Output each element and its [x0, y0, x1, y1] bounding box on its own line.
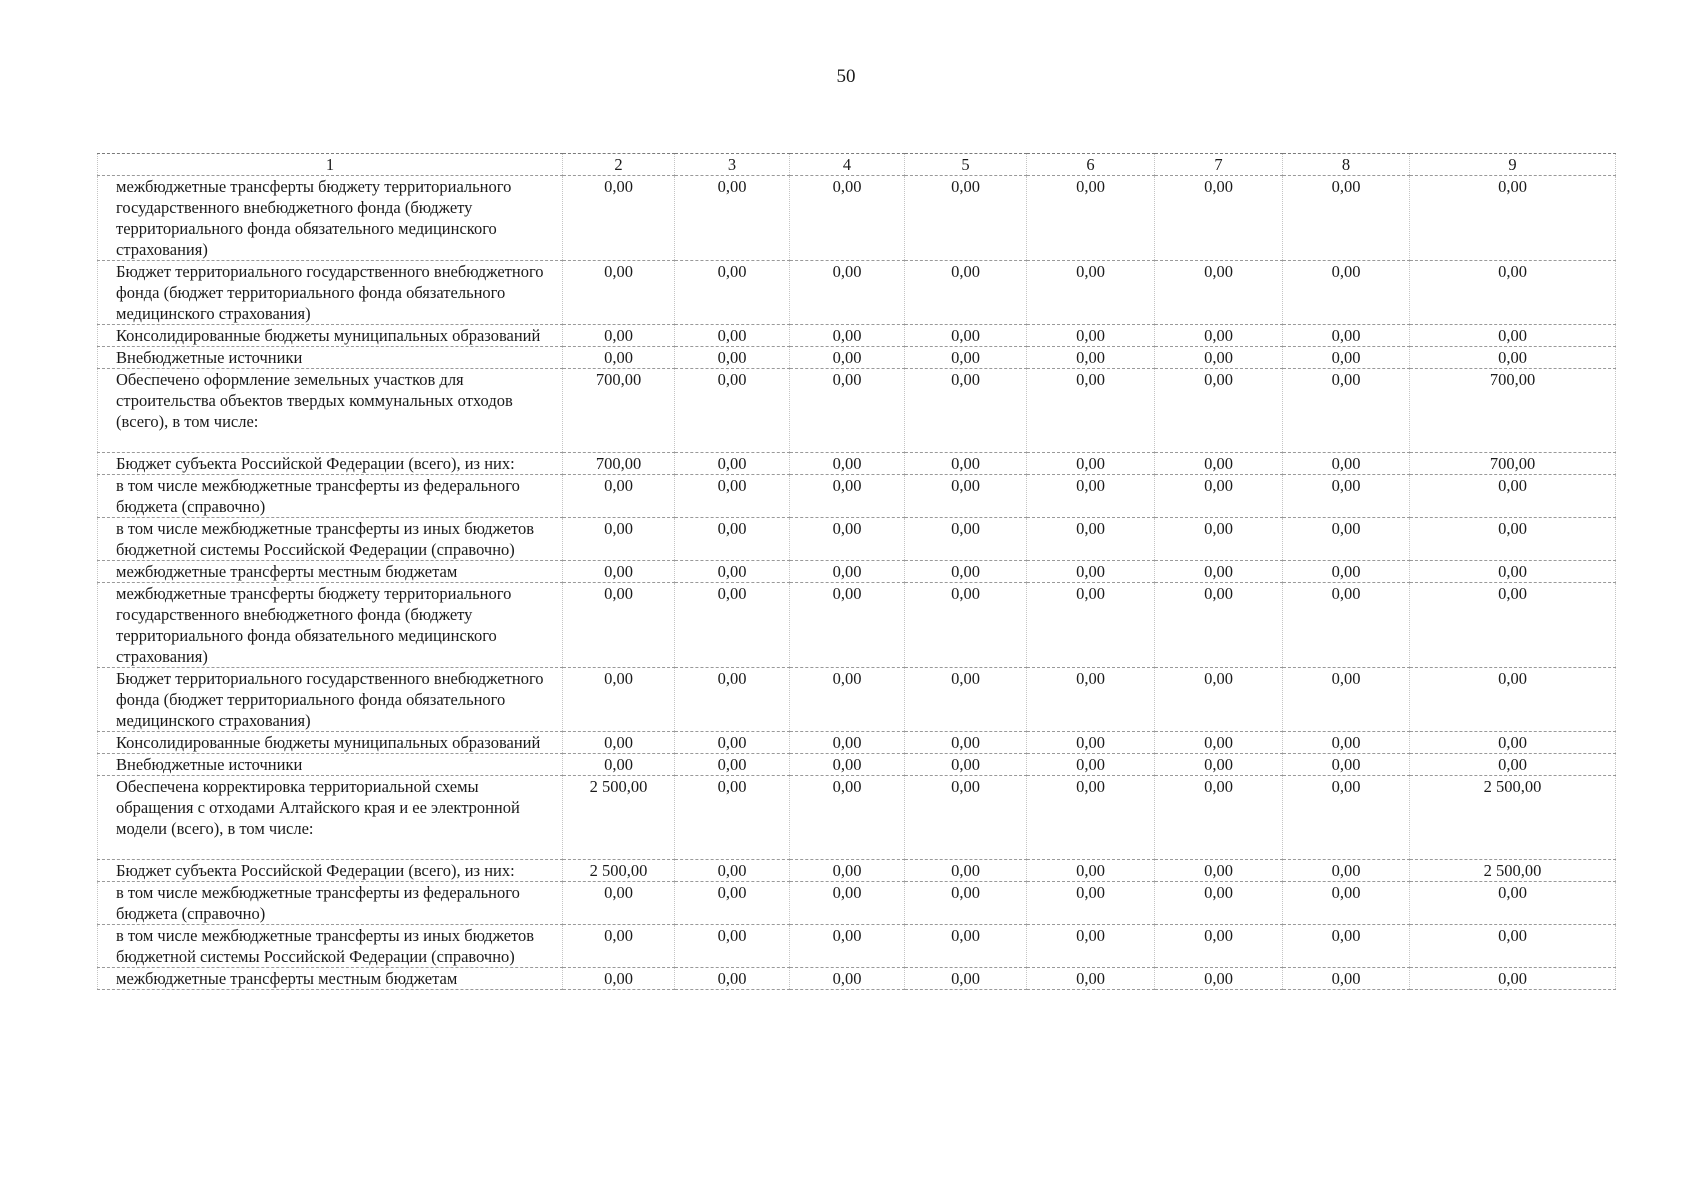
- header-row: [98, 154, 1616, 176]
- row-value-col-9: 0,00: [1410, 347, 1616, 369]
- row-value-col-7: 0,00: [1155, 732, 1283, 754]
- row-value-col-4: 0,00: [790, 925, 905, 968]
- row-value-col-5: 0,00: [905, 561, 1027, 583]
- row-value-col-4: 0,00: [790, 583, 905, 668]
- row-value-col-8: 0,00: [1283, 882, 1410, 925]
- row-value-col-9: 0,00: [1410, 583, 1616, 668]
- row-value-col-2: 0,00: [563, 668, 675, 732]
- row-value-col-6: 0,00: [1027, 668, 1155, 732]
- row-value-col-3: 0,00: [675, 561, 790, 583]
- row-value-col-8: 0,00: [1283, 347, 1410, 369]
- row-value-col-2: 0,00: [563, 882, 675, 925]
- row-value-col-3: 0,00: [675, 754, 790, 776]
- row-value-col-8: 0,00: [1283, 583, 1410, 668]
- row-value-col-3: 0,00: [675, 475, 790, 518]
- row-label: межбюджетные трансферты бюджету территориального государственного внебюджетного фонда (бюджету территориального фонда обязательного медицинского страхования): [98, 583, 563, 668]
- row-label: в том числе межбюджетные трансферты из иных бюджетов бюджетной системы Российской Федерации (справочно): [98, 925, 563, 968]
- row-value-col-4: 0,00: [790, 369, 905, 453]
- row-value-col-2: 0,00: [563, 325, 675, 347]
- row-value-col-4: 0,00: [790, 754, 905, 776]
- row-label: Внебюджетные источники: [98, 347, 563, 369]
- table-row: [98, 583, 1616, 668]
- table-row: [98, 325, 1616, 347]
- row-value-col-7: 0,00: [1155, 261, 1283, 325]
- row-value-col-7: 0,00: [1155, 882, 1283, 925]
- row-value-col-4: 0,00: [790, 860, 905, 882]
- row-value-col-7: 0,00: [1155, 176, 1283, 261]
- row-value-col-9: 0,00: [1410, 732, 1616, 754]
- row-value-col-5: 0,00: [905, 583, 1027, 668]
- row-value-col-8: 0,00: [1283, 176, 1410, 261]
- row-label: Обеспечена корректировка территориальной схемы обращения с отходами Алтайского края и ее электронной модели (всего), в том числе:: [98, 776, 563, 860]
- table-row: [98, 776, 1616, 860]
- row-value-col-6: 0,00: [1027, 882, 1155, 925]
- row-value-col-2: 700,00: [563, 453, 675, 475]
- row-value-col-8: 0,00: [1283, 325, 1410, 347]
- row-value-col-4: 0,00: [790, 968, 905, 990]
- row-value-col-2: 700,00: [563, 369, 675, 453]
- row-value-col-8: 0,00: [1283, 776, 1410, 860]
- row-value-col-2: 0,00: [563, 561, 675, 583]
- row-value-col-9: 0,00: [1410, 968, 1616, 990]
- row-value-col-7: 0,00: [1155, 518, 1283, 561]
- row-label: межбюджетные трансферты бюджету территориального государственного внебюджетного фонда (бюджету территориального фонда обязательного медицинского страхования): [98, 176, 563, 261]
- row-value-col-6: 0,00: [1027, 369, 1155, 453]
- row-value-col-5: 0,00: [905, 347, 1027, 369]
- column-header: 6: [1027, 154, 1155, 176]
- row-value-col-9: 0,00: [1410, 561, 1616, 583]
- row-value-col-9: 2 500,00: [1410, 860, 1616, 882]
- row-value-col-2: 0,00: [563, 475, 675, 518]
- row-value-col-5: 0,00: [905, 732, 1027, 754]
- row-value-col-4: 0,00: [790, 668, 905, 732]
- row-value-col-2: 2 500,00: [563, 860, 675, 882]
- row-value-col-4: 0,00: [790, 882, 905, 925]
- row-value-col-5: 0,00: [905, 968, 1027, 990]
- column-header: 1: [98, 154, 563, 176]
- row-value-col-6: 0,00: [1027, 475, 1155, 518]
- row-value-col-9: 0,00: [1410, 518, 1616, 561]
- row-value-col-4: 0,00: [790, 475, 905, 518]
- row-value-col-6: 0,00: [1027, 325, 1155, 347]
- column-header: 8: [1283, 154, 1410, 176]
- row-value-col-3: 0,00: [675, 732, 790, 754]
- row-label: Бюджет территориального государственного внебюджетного фонда (бюджет территориального фонда обязательного медицинского страхования): [98, 668, 563, 732]
- column-header: 2: [563, 154, 675, 176]
- row-label: Обеспечено оформление земельных участков для строительства объектов твердых коммунальных отходов (всего), в том числе:: [98, 369, 563, 453]
- row-value-col-8: 0,00: [1283, 732, 1410, 754]
- row-label: Бюджет субъекта Российской Федерации (всего), из них:: [98, 860, 563, 882]
- row-value-col-3: 0,00: [675, 925, 790, 968]
- column-header: 7: [1155, 154, 1283, 176]
- row-value-col-3: 0,00: [675, 776, 790, 860]
- row-label: межбюджетные трансферты местным бюджетам: [98, 561, 563, 583]
- row-value-col-6: 0,00: [1027, 176, 1155, 261]
- row-value-col-5: 0,00: [905, 475, 1027, 518]
- row-value-col-7: 0,00: [1155, 583, 1283, 668]
- row-value-col-8: 0,00: [1283, 261, 1410, 325]
- row-value-col-6: 0,00: [1027, 583, 1155, 668]
- page-number: 50: [836, 66, 856, 87]
- row-value-col-2: 0,00: [563, 583, 675, 668]
- row-value-col-8: 0,00: [1283, 453, 1410, 475]
- table-row: [98, 518, 1616, 561]
- table-body: [98, 176, 1616, 990]
- row-value-col-6: 0,00: [1027, 453, 1155, 475]
- row-value-col-6: 0,00: [1027, 732, 1155, 754]
- table-row: [98, 860, 1616, 882]
- row-value-col-4: 0,00: [790, 561, 905, 583]
- column-header: 3: [675, 154, 790, 176]
- row-value-col-7: 0,00: [1155, 453, 1283, 475]
- row-value-col-7: 0,00: [1155, 776, 1283, 860]
- column-header: 5: [905, 154, 1027, 176]
- row-value-col-4: 0,00: [790, 347, 905, 369]
- row-value-col-7: 0,00: [1155, 475, 1283, 518]
- table-row: [98, 668, 1616, 732]
- row-value-col-7: 0,00: [1155, 925, 1283, 968]
- row-value-col-6: 0,00: [1027, 968, 1155, 990]
- row-value-col-6: 0,00: [1027, 561, 1155, 583]
- row-value-col-8: 0,00: [1283, 925, 1410, 968]
- row-value-col-9: 0,00: [1410, 261, 1616, 325]
- row-value-col-2: 2 500,00: [563, 776, 675, 860]
- row-value-col-6: 0,00: [1027, 754, 1155, 776]
- row-value-col-4: 0,00: [790, 261, 905, 325]
- row-value-col-2: 0,00: [563, 925, 675, 968]
- row-value-col-8: 0,00: [1283, 475, 1410, 518]
- row-value-col-5: 0,00: [905, 369, 1027, 453]
- table-row: [98, 347, 1616, 369]
- row-value-col-3: 0,00: [675, 968, 790, 990]
- row-value-col-3: 0,00: [675, 882, 790, 925]
- row-value-col-7: 0,00: [1155, 968, 1283, 990]
- row-value-col-4: 0,00: [790, 732, 905, 754]
- table-row: [98, 882, 1616, 925]
- row-label: в том числе межбюджетные трансферты из иных бюджетов бюджетной системы Российской Федерации (справочно): [98, 518, 563, 561]
- column-header: 4: [790, 154, 905, 176]
- row-value-col-5: 0,00: [905, 925, 1027, 968]
- row-value-col-4: 0,00: [790, 325, 905, 347]
- row-value-col-6: 0,00: [1027, 518, 1155, 561]
- row-value-col-5: 0,00: [905, 754, 1027, 776]
- row-value-col-5: 0,00: [905, 776, 1027, 860]
- row-value-col-5: 0,00: [905, 261, 1027, 325]
- row-value-col-8: 0,00: [1283, 968, 1410, 990]
- row-value-col-7: 0,00: [1155, 754, 1283, 776]
- row-value-col-8: 0,00: [1283, 668, 1410, 732]
- table-row: [98, 475, 1616, 518]
- row-value-col-9: 700,00: [1410, 453, 1616, 475]
- table-row: [98, 754, 1616, 776]
- row-value-col-2: 0,00: [563, 518, 675, 561]
- row-value-col-5: 0,00: [905, 176, 1027, 261]
- budget-table: [97, 153, 1616, 990]
- row-value-col-4: 0,00: [790, 776, 905, 860]
- row-value-col-3: 0,00: [675, 369, 790, 453]
- row-value-col-3: 0,00: [675, 347, 790, 369]
- row-value-col-3: 0,00: [675, 518, 790, 561]
- row-value-col-6: 0,00: [1027, 776, 1155, 860]
- row-value-col-7: 0,00: [1155, 860, 1283, 882]
- row-value-col-5: 0,00: [905, 882, 1027, 925]
- table-row: [98, 176, 1616, 261]
- row-value-col-6: 0,00: [1027, 860, 1155, 882]
- row-value-col-5: 0,00: [905, 325, 1027, 347]
- row-value-col-7: 0,00: [1155, 325, 1283, 347]
- row-value-col-4: 0,00: [790, 453, 905, 475]
- table-row: [98, 732, 1616, 754]
- row-value-col-8: 0,00: [1283, 369, 1410, 453]
- row-label: межбюджетные трансферты местным бюджетам: [98, 968, 563, 990]
- row-value-col-5: 0,00: [905, 860, 1027, 882]
- row-label: в том числе межбюджетные трансферты из федерального бюджета (справочно): [98, 475, 563, 518]
- row-value-col-5: 0,00: [905, 453, 1027, 475]
- row-value-col-9: 2 500,00: [1410, 776, 1616, 860]
- row-value-col-3: 0,00: [675, 176, 790, 261]
- row-label: Внебюджетные источники: [98, 754, 563, 776]
- row-value-col-2: 0,00: [563, 754, 675, 776]
- row-label: в том числе межбюджетные трансферты из федерального бюджета (справочно): [98, 882, 563, 925]
- row-value-col-8: 0,00: [1283, 561, 1410, 583]
- table-row: [98, 369, 1616, 453]
- row-value-col-3: 0,00: [675, 453, 790, 475]
- column-header: 9: [1410, 154, 1616, 176]
- row-value-col-3: 0,00: [675, 860, 790, 882]
- row-value-col-2: 0,00: [563, 968, 675, 990]
- row-label: Бюджет территориального государственного внебюджетного фонда (бюджет территориального фонда обязательного медицинского страхования): [98, 261, 563, 325]
- row-value-col-9: 0,00: [1410, 325, 1616, 347]
- row-value-col-8: 0,00: [1283, 518, 1410, 561]
- row-label: Бюджет субъекта Российской Федерации (всего), из них:: [98, 453, 563, 475]
- row-value-col-2: 0,00: [563, 347, 675, 369]
- row-value-col-5: 0,00: [905, 668, 1027, 732]
- row-value-col-6: 0,00: [1027, 925, 1155, 968]
- row-value-col-8: 0,00: [1283, 860, 1410, 882]
- row-value-col-9: 0,00: [1410, 754, 1616, 776]
- row-value-col-2: 0,00: [563, 732, 675, 754]
- row-value-col-2: 0,00: [563, 176, 675, 261]
- row-label: Консолидированные бюджеты муниципальных образований: [98, 325, 563, 347]
- row-value-col-9: 0,00: [1410, 668, 1616, 732]
- row-value-col-6: 0,00: [1027, 347, 1155, 369]
- table-row: [98, 561, 1616, 583]
- row-value-col-3: 0,00: [675, 325, 790, 347]
- row-value-col-3: 0,00: [675, 583, 790, 668]
- row-value-col-7: 0,00: [1155, 369, 1283, 453]
- row-value-col-7: 0,00: [1155, 668, 1283, 732]
- row-value-col-8: 0,00: [1283, 754, 1410, 776]
- table-row: [98, 968, 1616, 990]
- row-value-col-7: 0,00: [1155, 347, 1283, 369]
- row-value-col-5: 0,00: [905, 518, 1027, 561]
- table-row: [98, 453, 1616, 475]
- row-value-col-4: 0,00: [790, 176, 905, 261]
- row-value-col-9: 0,00: [1410, 925, 1616, 968]
- row-value-col-9: 700,00: [1410, 369, 1616, 453]
- row-value-col-7: 0,00: [1155, 561, 1283, 583]
- table-row: [98, 261, 1616, 325]
- row-value-col-9: 0,00: [1410, 882, 1616, 925]
- table-row: [98, 925, 1616, 968]
- row-label: Консолидированные бюджеты муниципальных образований: [98, 732, 563, 754]
- row-value-col-4: 0,00: [790, 518, 905, 561]
- row-value-col-2: 0,00: [563, 261, 675, 325]
- row-value-col-9: 0,00: [1410, 176, 1616, 261]
- row-value-col-3: 0,00: [675, 668, 790, 732]
- row-value-col-6: 0,00: [1027, 261, 1155, 325]
- row-value-col-9: 0,00: [1410, 475, 1616, 518]
- row-value-col-3: 0,00: [675, 261, 790, 325]
